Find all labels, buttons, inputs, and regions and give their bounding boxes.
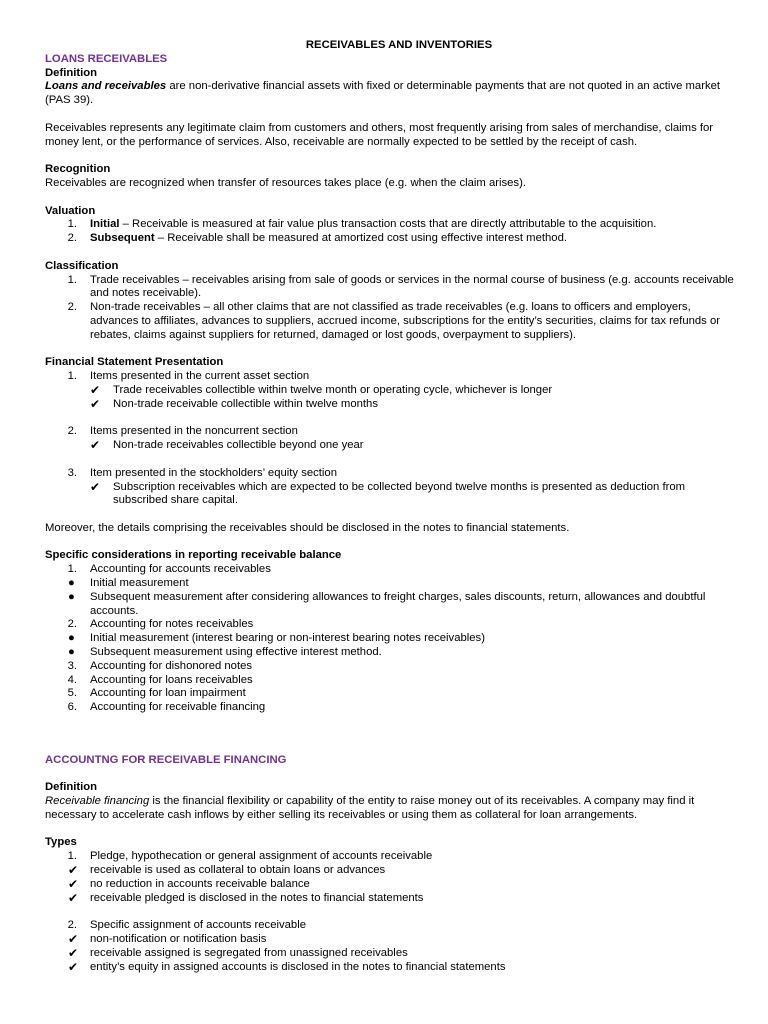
check-mark-icon: ✔ [68,890,79,905]
list-item-text: Pledge, hypothecation or general assignment of accounts receivable [90,850,433,863]
check-mark-icon: ✔ [90,382,101,397]
list-item-text: Initial – Receivable is measured at fair value plus transaction costs that are directly attributable to the acquisition. [90,218,657,231]
list-number: 2. [67,425,77,438]
list-item-text: Initial measurement (interest bearing or non-interest bearing notes receivables) [90,632,485,645]
financing-definition-text: Receivable financing is the financial flexibility or capability of the entity to raise money out of its receivables. A company may find it necessary to accelerate cash inflows by either selling its receivables or using them as collateral for loan arrangements. [45,795,695,821]
receivables-paragraph: Receivables represents any legitimate claim from customers and others, most frequently arising from sales of merchandise, claims for money lent, or the performance of services. Also, receivable are normally expected to be settled by the receipt of cash. [45,121,714,148]
check-item-text: receivable assigned is segregated from unassigned receivables [90,946,408,959]
check-mark-icon: ✔ [68,959,79,974]
valuation-term: Initial [90,218,120,231]
list-item-text: Initial measurement [90,577,189,590]
check-item-text: entity’s equity in assigned accounts is disclosed in the notes to financial statements [90,960,506,973]
list-number: 1. [67,850,77,863]
spec-item [45,701,735,715]
spacer [45,412,735,426]
document-page [45,39,735,974]
valuation-item [45,218,735,232]
valuation-list [45,218,735,246]
list-number: 2. [67,919,77,932]
check-item [45,892,735,906]
type-item [45,850,735,864]
list-item-text: Accounting for dishonored notes [90,659,253,672]
classification-list [45,274,735,343]
valuation-item [45,232,735,246]
list-number: 4. [67,673,77,686]
list-item-text: Subsequent measurement after considering allowances to freight charges, sales discounts, return, allowances and doubtful accounts. [90,590,706,617]
list-item-text: Item presented in the stockholders’ equity section [90,466,337,479]
check-item-text: receivable pledged is disclosed in the notes to financial statements [90,891,424,904]
list-number: 3. [67,659,77,672]
spec-bullet-item [45,577,735,591]
list-item-text: Trade receivables – receivables arising from sale of goods or services in the normal course of business (e.g. accounts receivable and notes receivable). [90,273,734,300]
check-item-text: non-notification or notification basis [90,933,267,945]
list-number: 1. [67,370,77,383]
list-item-text: Accounting for loan impairment [90,687,246,700]
list-number: 3. [67,466,77,479]
check-mark-icon: ✔ [68,932,79,946]
spec-bullet-item [45,632,735,646]
list-item-text: Items presented in the noncurrent section [90,425,298,438]
list-number: 2. [67,301,77,314]
bullet-icon: ● [68,577,75,590]
check-mark-icon: ✔ [68,945,79,960]
list-number: 2. [67,232,77,245]
bullet-icon: ● [68,590,75,603]
type-item [45,919,735,933]
spec-bullet-item [45,591,735,619]
list-number: 1. [67,218,77,231]
check-item [45,481,735,509]
fsp-item [45,425,735,439]
check-mark-icon: ✔ [68,863,79,878]
spec-item [45,660,735,674]
fsp-heading: Financial Statement Presentation [45,356,224,369]
spec-item [45,687,735,701]
check-item [45,933,735,947]
check-item [45,439,735,453]
list-number: 1. [67,563,77,576]
classification-item [45,301,735,342]
bullet-icon: ● [68,632,75,645]
spec-item [45,618,735,632]
list-item-text: Non-trade receivables – all other claims that are not classified as trade receivables (e.g. loans to officers and employers, advances to affiliates, advances to suppliers, accrued income, subscriptions for the entity’s securities, claims for tax refunds or rebates, claims against suppliers for returned, damaged or lost goods, overpayment to suppliers). [90,301,720,341]
check-item-text: Subscription receivables which are expected to be collected beyond twelve months is presented as deduction from subscribed share capital. [113,480,686,507]
fsp-item [45,467,735,481]
definition-heading: Definition [45,66,98,79]
recognition-text: Receivables are recognized when transfer of resources takes place (e.g. when the claim arises). [45,176,526,189]
spec-bullet-item [45,646,735,660]
check-item [45,878,735,892]
check-item-text: no reduction in accounts receivable balance [90,877,310,890]
classification-item [45,274,735,302]
specific-considerations-heading: Specific considerations in reporting receivable balance [45,549,342,562]
check-mark-icon: ✔ [90,438,101,453]
moreover-text: Moreover, the details comprising the receivables should be disclosed in the notes to financial statements. [45,521,570,534]
document-title: RECEIVABLES AND INVENTORIES [305,39,493,51]
check-item [45,961,735,975]
list-item-text: Accounting for accounts receivables [90,563,271,576]
list-item-text: Subsequent measurement using effective interest method. [90,646,382,659]
list-item-text: Items presented in the current asset section [90,370,310,383]
valuation-heading: Valuation [45,204,96,217]
check-item-text: Non-trade receivable collectible within twelve months [113,397,378,410]
check-item [45,398,735,412]
financing-definition-heading: Definition [45,781,98,794]
check-item-text: Non-trade receivables collectible beyond one year [113,439,364,452]
check-mark-icon: ✔ [90,479,101,494]
list-number: 5. [67,687,77,700]
check-item-text: Trade receivables collectible within twelve month or operating cycle, whichever is longer [113,383,553,396]
list-item-text: Subsequent – Receivable shall be measured at amortized cost using effective interest method. [90,232,568,245]
definition-text: Loans and receivables are non-derivative financial assets with fixed or determinable payments that are not quoted in an active market (PAS 39). [45,80,721,107]
specific-considerations-list [45,563,735,715]
type-1-list [45,850,735,905]
check-mark-icon: ✔ [90,396,101,411]
check-item [45,384,735,398]
list-item-text: Specific assignment of accounts receivable [90,919,307,932]
spec-item [45,674,735,688]
fsp-item [45,370,735,384]
recognition-heading: Recognition [45,163,111,176]
fsp-list [45,370,735,508]
valuation-term: Subsequent [90,232,155,245]
section-heading-financing: ACCOUNTNG FOR RECEIVABLE FINANCING [45,753,287,766]
list-number: 2. [67,618,77,631]
list-item-text: Accounting for loans receivables [90,673,253,686]
list-item-text: Accounting for receivable financing [90,701,266,714]
bullet-icon: ● [68,646,75,659]
section-heading-loans: LOANS RECEIVABLES [45,52,168,65]
type-2-list [45,919,735,974]
check-mark-icon: ✔ [68,876,79,891]
list-number: 1. [67,273,77,286]
types-heading: Types [45,836,77,849]
check-item [45,947,735,961]
check-item-text: receivable is used as collateral to obtain loans or advances [90,864,386,877]
list-item-text: Accounting for notes receivables [90,618,254,631]
classification-heading: Classification [45,259,119,272]
spec-item [45,563,735,577]
check-item [45,864,735,878]
spacer [45,453,735,467]
list-number: 6. [67,701,77,714]
